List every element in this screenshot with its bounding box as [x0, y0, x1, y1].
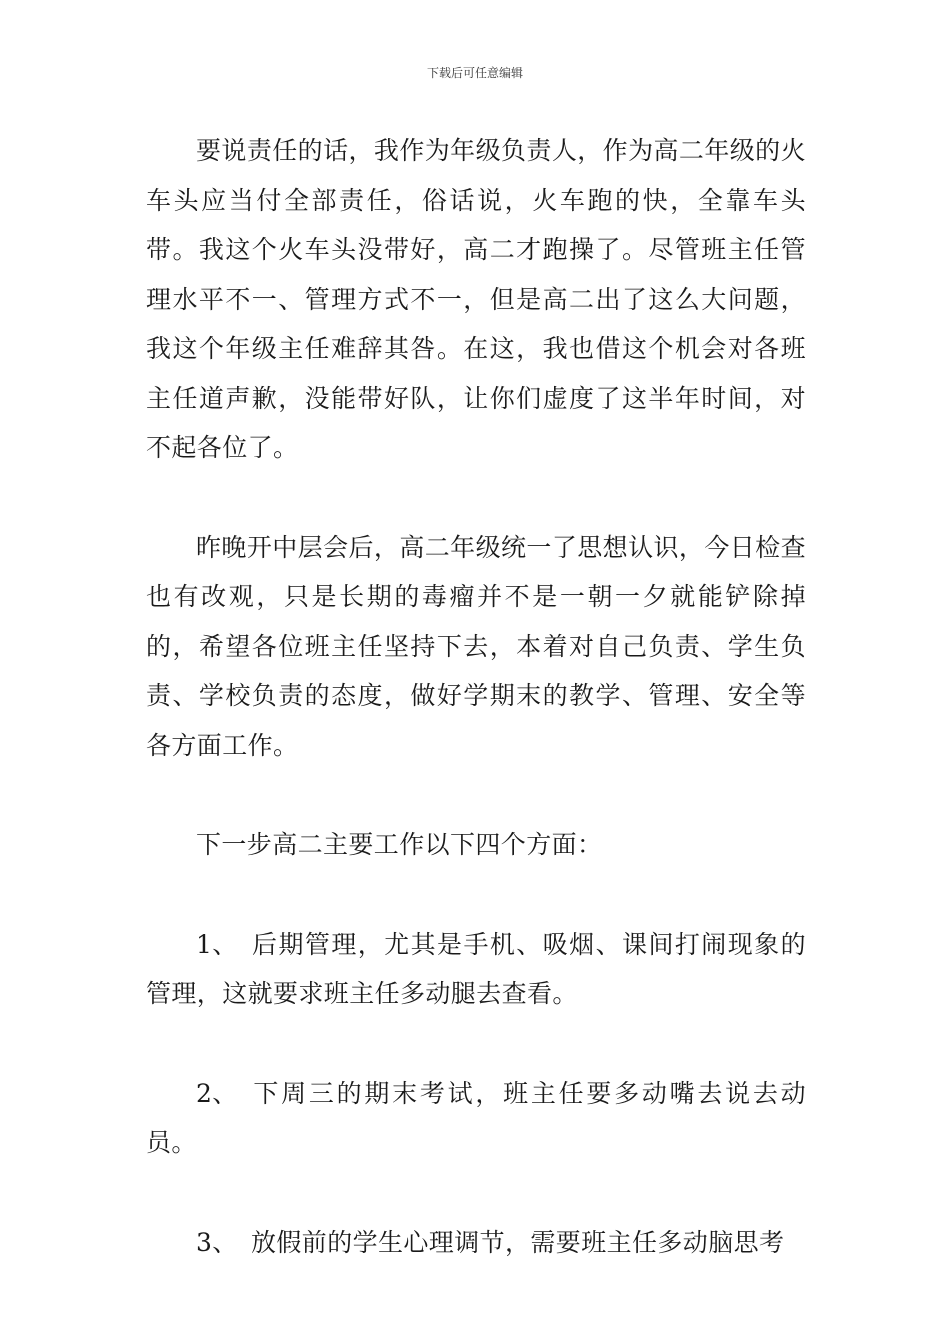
paragraph-responsibility: 要说责任的话，我作为年级负责人，作为高二年级的火车头应当付全部责任，俗话说，火车跑的快，全靠车头带。我这个火车头没带好，高二才跑操了。尽管班主任管理水平不一、管理方式不一，但是高二出了这么大问题，我这个年级主任难辞其咎。在这，我也借这个机会对各班主任道声歉，没能带好队，让你们虚度了这半年时间，对不起各位了。 — [146, 136, 806, 462]
page-header: 下载后可任意编辑 — [426, 66, 523, 80]
list-number: 1、 — [196, 929, 238, 959]
paragraph-next-steps: 下一步高二主要工作以下四个方面： — [196, 830, 603, 859]
list-text: 后期管理，尤其是手机、吸烟、课间打闹现象的管理，这就要求班主任多动腿去查看。 — [146, 929, 806, 1008]
list-item-2 — [146, 1069, 806, 1168]
document-body — [146, 126, 806, 1267]
list-item-3 — [146, 1218, 806, 1268]
list-text: 放假前的学生心理调节，需要班主任多动脑思考 — [251, 1227, 785, 1257]
list-text: 下周三的期末考试，班主任要多动嘴去说去动员。 — [146, 1078, 806, 1157]
paragraph-meeting: 昨晚开中层会后，高二年级统一了思想认识，今日检查也有改观，只是长期的毒瘤并不是一朝一夕就能铲除掉的，希望各位班主任坚持下去，本着对自己负责、学生负责、学校负责的态度，做好学期末的教学、管理、安全等各方面工作。 — [146, 532, 806, 760]
list-number: 3、 — [196, 1227, 238, 1257]
list-item-1 — [146, 920, 806, 1019]
list-number: 2、 — [196, 1078, 238, 1108]
